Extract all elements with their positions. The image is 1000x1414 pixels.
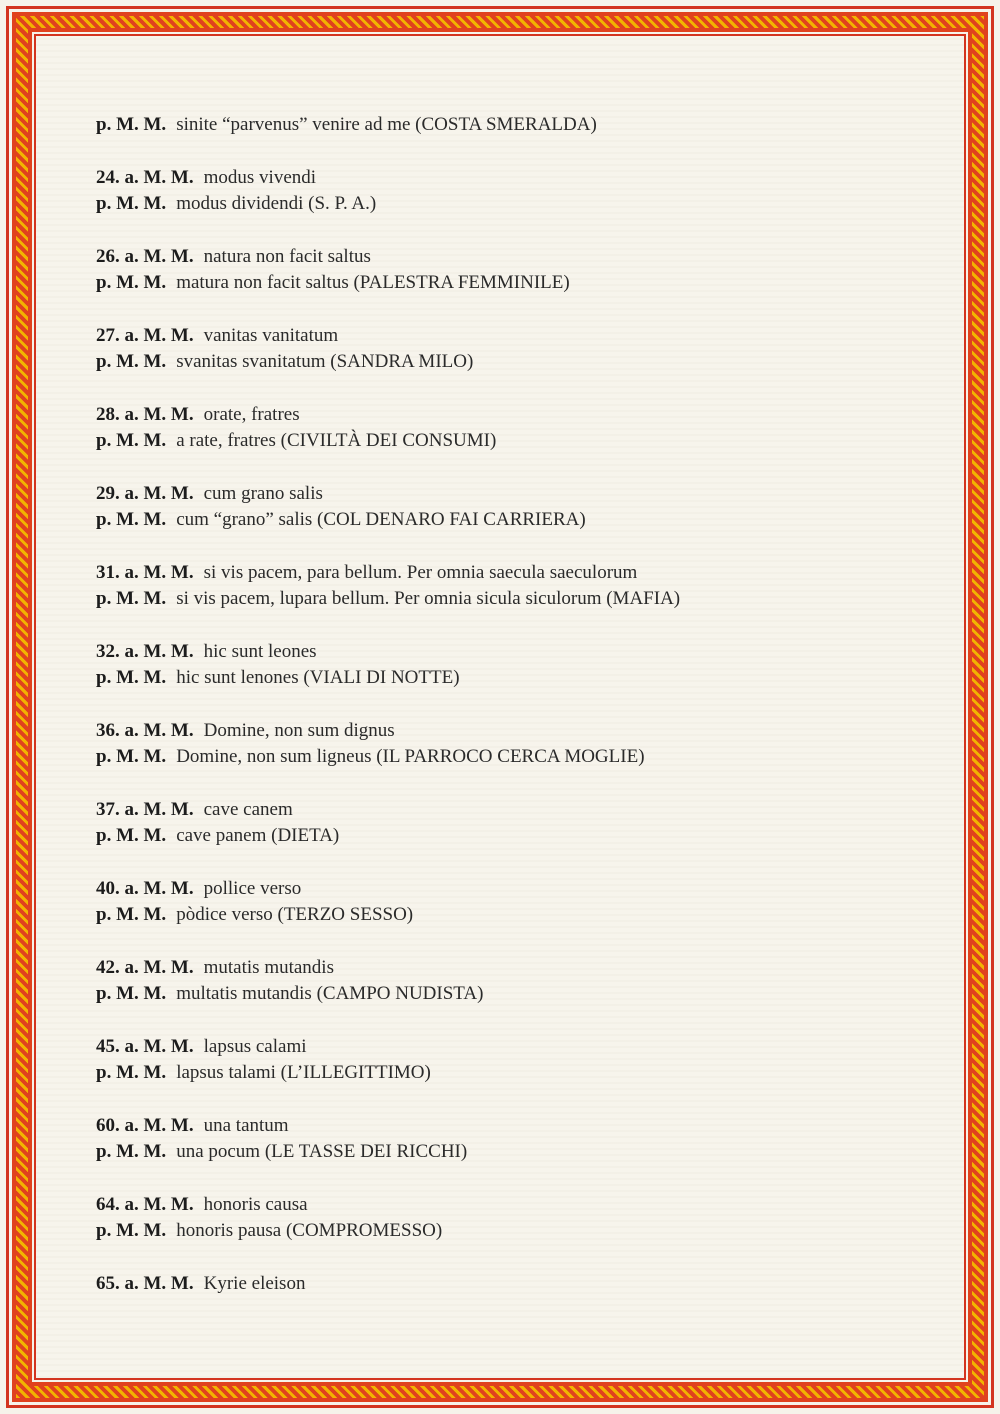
entry-text: modus dividendi (S. P. A.) [176, 193, 377, 214]
entry-line [96, 1113, 930, 1140]
entry-line [96, 1192, 930, 1219]
entry-line [96, 1034, 930, 1061]
entry-line [96, 270, 930, 297]
entry-label: 24. a. M. M. [96, 166, 194, 188]
entry-block [96, 955, 930, 1008]
entry-line [96, 586, 930, 613]
entry-block [96, 323, 930, 376]
entry-text: pòdice verso (TERZO SESSO) [176, 904, 414, 925]
entry-block [96, 876, 930, 929]
entry-text: Domine, non sum ligneus (IL PARROCO CERCA MOGLIE) [176, 746, 645, 767]
entry-label: 37. a. M. M. [96, 798, 194, 820]
entry-text: hic sunt lenones (VIALI DI NOTTE) [176, 667, 460, 688]
entry-line [96, 981, 930, 1008]
entries-list [96, 112, 930, 1323]
entry-line [96, 876, 930, 903]
entry-text: hic sunt leones [203, 640, 317, 662]
entry-text: Domine, non sum dignus [203, 719, 395, 741]
entry-line [96, 955, 930, 982]
entry-label: 31. a. M. M. [96, 561, 194, 583]
entry-line [96, 1271, 930, 1298]
entry-line [96, 507, 930, 534]
entry-label: p. M. M. [96, 430, 167, 451]
entry-line [96, 402, 930, 429]
entry-text: si vis pacem, para bellum. Per omnia saecula saeculorum [203, 561, 638, 583]
entry-label: p. M. M. [96, 272, 167, 293]
entry-label: p. M. M. [96, 509, 167, 530]
entry-text: cave panem (DIETA) [176, 825, 340, 846]
entry-line [96, 665, 930, 692]
entry-line [96, 718, 930, 745]
entry-block [96, 639, 930, 692]
entry-block [96, 402, 930, 455]
entry-line [96, 902, 930, 929]
entry-text: honoris causa [203, 1193, 308, 1215]
entry-text: Kyrie eleison [203, 1272, 306, 1294]
entry-label: 32. a. M. M. [96, 640, 194, 662]
entry-text: multatis mutandis (CAMPO NUDISTA) [176, 983, 484, 1004]
entry-text: matura non facit saltus (PALESTRA FEMMINILE) [176, 272, 570, 293]
entry-text: svanitas svanitatum (SANDRA MILO) [176, 351, 474, 372]
entry-label: p. M. M. [96, 588, 167, 609]
entry-label: 42. a. M. M. [96, 956, 194, 978]
entry-block [96, 1271, 930, 1298]
entry-line [96, 639, 930, 666]
entry-block [96, 1034, 930, 1087]
entry-text: si vis pacem, lupara bellum. Per omnia sicula siculorum (MAFIA) [176, 588, 681, 609]
entry-line [96, 191, 930, 218]
entry-label: 28. a. M. M. [96, 403, 194, 425]
entry-label: 65. a. M. M. [96, 1272, 194, 1294]
entry-text: cum grano salis [203, 482, 323, 504]
entry-line [96, 1060, 930, 1087]
entry-line [96, 244, 930, 271]
entry-text: pollice verso [203, 877, 302, 899]
entry-label: 36. a. M. M. [96, 719, 194, 741]
entry-line [96, 165, 930, 192]
entry-line [96, 1218, 930, 1245]
entry-text: lapsus calami [203, 1035, 307, 1057]
entry-text: mutatis mutandis [203, 956, 334, 978]
entry-line [96, 744, 930, 771]
entry-line [96, 823, 930, 850]
entry-block [96, 165, 930, 218]
entry-label: 29. a. M. M. [96, 482, 194, 504]
entry-line [96, 797, 930, 824]
entry-text: una pocum (LE TASSE DEI RICCHI) [176, 1141, 468, 1162]
entry-text: lapsus talami (L’ILLEGITTIMO) [176, 1062, 431, 1083]
entry-block [96, 1113, 930, 1166]
entry-label: 64. a. M. M. [96, 1193, 194, 1215]
entry-label: p. M. M. [96, 351, 167, 372]
entry-text: a rate, fratres (CIVILTÀ DEI CONSUMI) [176, 430, 497, 451]
entry-label: p. M. M. [96, 1220, 167, 1241]
entry-label: p. M. M. [96, 114, 167, 135]
entry-label: p. M. M. [96, 193, 167, 214]
entry-block [96, 560, 930, 613]
entry-text: honoris pausa (COMPROMESSO) [176, 1220, 443, 1241]
entry-line [96, 112, 930, 139]
entry-line [96, 428, 930, 455]
entry-label: 26. a. M. M. [96, 245, 194, 267]
entry-label: 27. a. M. M. [96, 324, 194, 346]
entry-block [96, 244, 930, 297]
entry-text: modus vivendi [203, 166, 317, 188]
entry-block [96, 797, 930, 850]
entry-label: 45. a. M. M. [96, 1035, 194, 1057]
entry-label: 40. a. M. M. [96, 877, 194, 899]
entry-label: p. M. M. [96, 1141, 167, 1162]
entry-block [96, 112, 930, 139]
entry-text: vanitas vanitatum [203, 324, 339, 346]
entry-label: p. M. M. [96, 825, 167, 846]
entry-text: sinite “parvenus” venire ad me (COSTA SMERALDA) [176, 114, 597, 135]
entry-label: p. M. M. [96, 667, 167, 688]
entry-text: una tantum [203, 1114, 289, 1136]
entry-line [96, 560, 930, 587]
entry-line [96, 1139, 930, 1166]
entry-text: orate, fratres [203, 403, 300, 425]
entry-line [96, 323, 930, 350]
entry-label: p. M. M. [96, 983, 167, 1004]
entry-line [96, 349, 930, 376]
entry-block [96, 481, 930, 534]
entry-label: p. M. M. [96, 1062, 167, 1083]
entry-label: p. M. M. [96, 904, 167, 925]
entry-block [96, 718, 930, 771]
entry-text: cum “grano” salis (COL DENARO FAI CARRIERA) [176, 509, 586, 530]
entry-label: 60. a. M. M. [96, 1114, 194, 1136]
entry-text: natura non facit saltus [203, 245, 371, 267]
entry-text: cave canem [203, 798, 293, 820]
entry-line [96, 481, 930, 508]
entry-label: p. M. M. [96, 746, 167, 767]
entry-block [96, 1192, 930, 1245]
